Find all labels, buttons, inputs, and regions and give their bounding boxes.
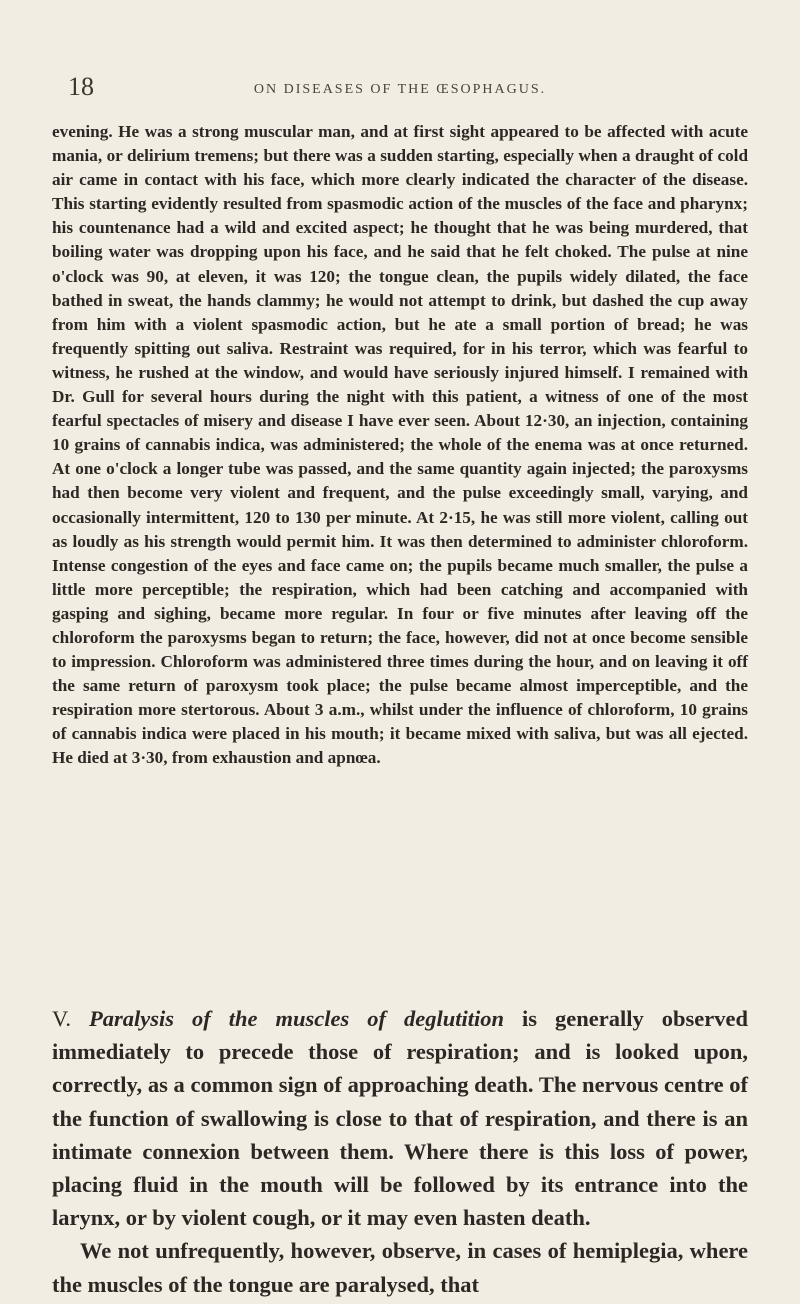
- section-v: [52, 1002, 748, 1301]
- page-number: 18: [68, 72, 94, 101]
- section-paragraph-1: [52, 1002, 748, 1234]
- case-report-paragraph: evening. He was a strong muscular man, and at first sight appeared to be affected with acute mania, or delirium tremens; but there was a sudden starting, especially when a draught of cold air came in contact with his face, which more clearly indicated the character of the disease. This starting evidently resulted from spasmodic action of the muscles of the face and pharynx; his countenance had a wild and excited aspect; he thought that he was being murdered, that boiling water was dropping upon his face, and he said that he felt choked. The pulse at nine o'clock was 90, at eleven, it was 120; the tongue clean, the pupils widely dilated, the face bathed in sweat, the hands clammy; he would not attempt to drink, but dashed the cup away from him with a violent spasmodic action, but he ate a small portion of bread; he was frequently spitting out saliva. Restraint was required, for in his terror, which was fearful to witness, he rushed at the window, and would have seriously injured himself. I remained with Dr. Gull for several hours during the night with this patient, a witness of one of the most fearful spectacles of misery and disease I have ever seen. About 12·30, an injection, containing 10 grains of cannabis indica, was administered; the whole of the enema was at once returned. At one o'clock a longer tube was passed, and the same quantity again injected; the paroxysms had then become very violent and frequent, and the pulse exceedingly small, varying, and occasionally intermittent, 120 to 130 per minute. At 2·15, he was still more violent, calling out as loudly as his strength would permit him. It was then determined to administer chloroform. Intense congestion of the eyes and face came on; the pupils became much smaller, the pulse a little more perceptible; the respiration, which had been catching and accompanied with gasping and sighing, became more regular. In four or five minutes after leaving off the chloroform the paroxysms began to return; the face, however, did not at once become sensible to impression. Chloroform was administered three times during the hour, and on leaving it off the same return of paroxysm took place; the pulse became almost imperceptible, and the respiration more stertorous. About 3 a.m., whilst under the influence of chloroform, 10 grains of cannabis indica were placed in his mouth; it became mixed with saliva, but was all ejected. He died at 3·30, from exhaustion and apnœa.: [52, 122, 748, 768]
- section-number: V.: [52, 1006, 71, 1031]
- section-paragraph-1-text: is generally observed immediately to precede those of respiration; and is looked upon, correctly, as a common sign of approaching death. The nervous centre of the function of swallowing is close to that of respiration, and there is an intimate connexion between them. Where there is this loss of power, placing fluid in the mouth will be followed by its entrance into the larynx, or by violent cough, or it may even hasten death.: [52, 1006, 749, 1231]
- section-heading: Paralysis of the muscles of deglutition: [89, 1006, 505, 1031]
- running-head: [68, 72, 732, 112]
- section-paragraph-2: We not unfrequently, however, observe, in cases of hemiplegia, where the muscles of the tongue are paralysed, that: [52, 1238, 748, 1297]
- running-title: ON DISEASES OF THE ŒSOPHAGUS.: [253, 82, 547, 97]
